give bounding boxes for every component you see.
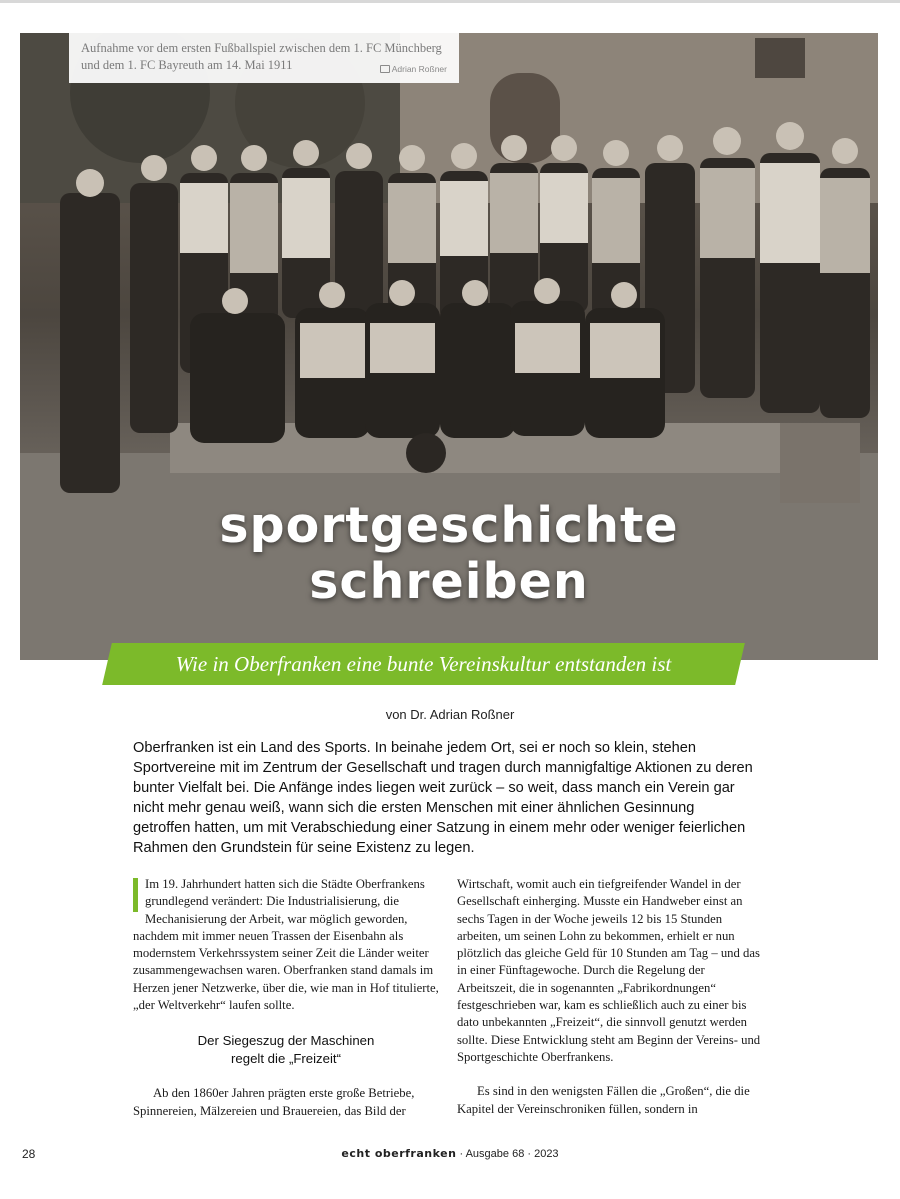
photo-credit xyxy=(380,61,447,78)
caption-text: Aufnahme vor dem ersten Fußballspiel zwischen dem 1. FC Münchberg und dem 1. FC Bayreuth am 14. Mai 1911 xyxy=(81,41,442,72)
article-headline xyxy=(20,498,878,610)
photo-caption xyxy=(69,33,459,83)
paragraph-text: m 19. Jahrhundert hatten sich die Städte Oberfrankens grundlegend verändert: Die Industrialisierung, die Mechanisierung der Arbeit, war möglich geworden, nachdem mit immer neuen Trassen der Eisenbahn als modernstem Verkehrssystem seiner Zeit die Länder weiter zusammengewachsen waren. Oberfranken stand damals im Herzen jener Netzwerke, über die, wie man in Hof titulierte, „der Weltverkehr“ laufen sollte. xyxy=(133,877,439,1013)
body-column-right xyxy=(457,876,763,1118)
body-paragraph: Es sind in den wenigsten Fällen die „Großen“, die die Kapitel der Vereinschroniken füllen, sondern in xyxy=(457,1084,750,1116)
window xyxy=(755,38,805,78)
section-subheading xyxy=(133,1032,439,1068)
body-paragraph: Wirtschaft, womit auch ein tiefgreifender Wandel in der Gesellschaft einherging. Musste ein Handweber einst an sechs Tagen in der Woche jeweils 12 bis 15 Stunden arbeiten, um seinen Lohn zu bekommen, erhielt er nun plötzlich das gleiche Geld für 10 Stunden am Tag – und das in einer Fünftagewoche. Durch die Regelung der Arbeitszeit, die in sogenannten „Fabrikordnungen“ festgeschrieben war, kam es schließlich auch zu einer bis dato unbekannten „Freizeit“, die sinnvoll genutzt werden sollte. Diese Entwicklung steht am Beginn der Vereins- und Sportgeschichte Oberfrankens. xyxy=(457,877,761,1064)
subheading-line-2: regelt die „Freizeit“ xyxy=(231,1051,341,1067)
body-column-left xyxy=(133,876,439,1120)
headline-line-2: schreiben xyxy=(309,553,589,610)
dropcap-letter: I xyxy=(145,877,150,891)
top-rule xyxy=(0,0,900,3)
body-paragraph: Ab den 1860er Jahren prägten erste große Betriebe, Spinnereien, Mälzereien und Brauereien, das Bild der xyxy=(133,1086,415,1118)
camera-icon xyxy=(380,65,390,73)
stone-block xyxy=(780,423,860,503)
credit-text: Adrian Roßner xyxy=(391,64,447,74)
lead-paragraph: Oberfranken ist ein Land des Sports. In beinahe jedem Ort, sei er noch so klein, stehen Sportvereine mit im Zentrum der Gesellschaft und tragen durch mannigfaltige Aktionen zu deren bunter Vielfalt bei. Die Anfänge indes liegen weit zurück – so weit, dass manch ein Verein gar nicht mehr genau weiß, wann sich die ersten Menschen mit einer ähnlichen Gesinnung getroffen hatten, um mit Verabschiedung einer Satzung in einem mehr oder weniger feierlichen Rahmen den Grundstein für seine Existenz zu legen. xyxy=(133,740,753,856)
author-byline: von Dr. Adrian Roßner xyxy=(385,707,515,722)
body-paragraph xyxy=(133,876,439,1014)
magazine-name: echt oberfranken xyxy=(341,1147,457,1160)
article-subtitle: Wie in Oberfranken eine bunte Vereinskultur entstanden ist xyxy=(175,652,672,676)
subheading-line-1: Der Siegeszug der Maschinen xyxy=(197,1033,375,1049)
issue-info: · Ausgabe 68 · 2023 xyxy=(456,1148,559,1160)
magazine-footer xyxy=(0,1147,900,1160)
page-number: 28 xyxy=(22,1147,36,1161)
headline-line-1: sportgeschichte xyxy=(219,497,679,554)
dropcap-bar xyxy=(133,878,138,912)
football xyxy=(406,433,446,473)
